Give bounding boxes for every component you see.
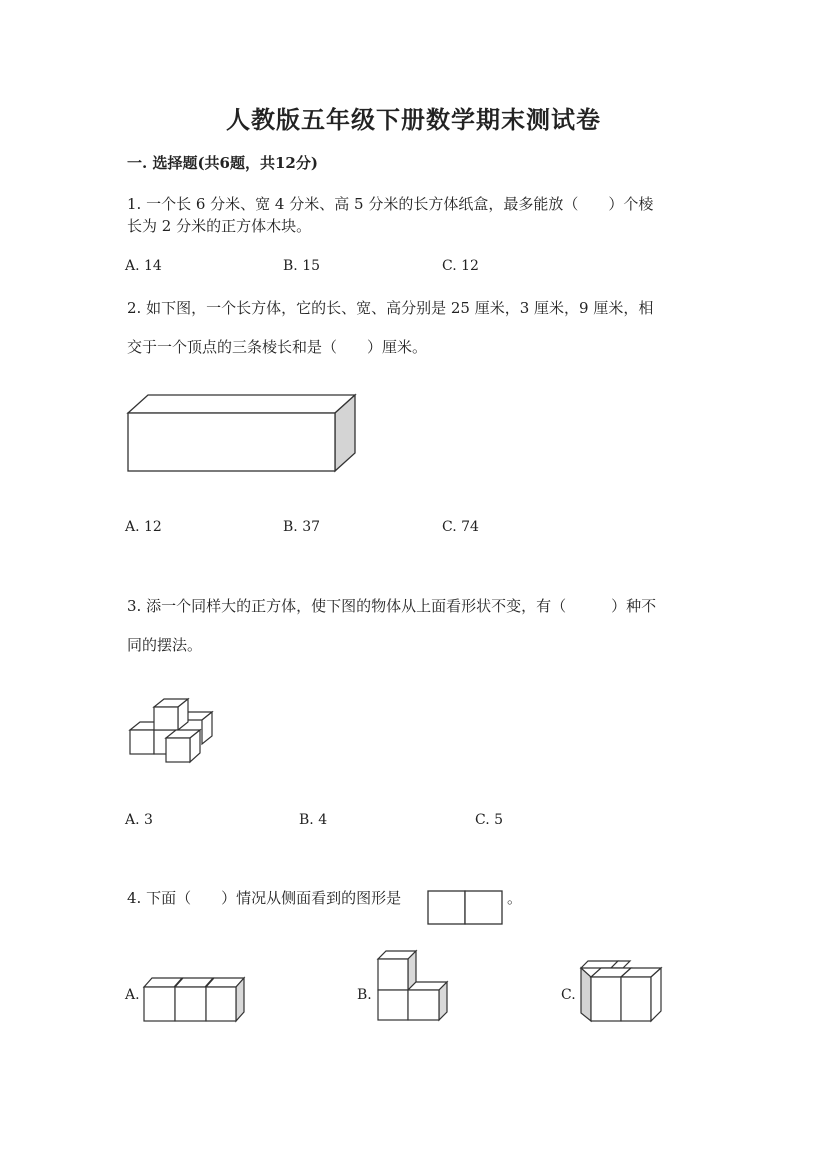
question-4-option-c[interactable]: C. [561,987,576,1003]
question-1-line-2: 长为 2 分米的正方体木块。 [127,217,312,235]
option-b-cubes-figure [376,948,454,1024]
question-1-option-a[interactable]: A. 14 [125,258,162,274]
option-c-cubes-figure [578,959,666,1025]
question-2-option-a[interactable]: A. 12 [125,519,162,535]
question-2-option-c[interactable]: C. 74 [442,519,479,535]
question-3-line-1: 3. 添一个同样大的正方体，使下图的物体从上面看形状不变，有（ ）种不 [127,597,657,615]
question-2-option-b[interactable]: B. 37 [283,519,321,535]
question-3-option-c[interactable]: C. 5 [475,812,504,828]
option-a-cubes-figure [142,975,250,1025]
cuboid-figure [126,393,358,475]
question-3-option-b[interactable]: B. 4 [299,812,328,828]
question-4-line-1: 4. 下面（ ）情况从侧面看到的图形是 [127,889,402,907]
question-3-option-a[interactable]: A. 3 [125,812,153,828]
section-heading: 一. 选择题(共6题，共12分) [127,154,318,172]
side-view-target-figure [427,890,505,926]
question-4-option-b[interactable]: B. [357,987,372,1003]
cube-stack-figure [128,693,218,765]
question-1-option-b[interactable]: B. 15 [283,258,321,274]
question-1-line-1: 1. 一个长 6 分米、宽 4 分米、高 5 分米的长方体纸盒，最多能放（ ）个棱 [127,195,654,213]
question-2-line-2: 交于一个顶点的三条棱长和是（ ）厘米。 [127,338,428,356]
question-2-line-1: 2. 如下图，一个长方体，它的长、宽、高分别是 25 厘米，3 厘米，9 厘米，相 [127,299,654,317]
page-title: 人教版五年级下册数学期末测试卷 [226,105,601,134]
question-4-line-1-end: 。 [507,889,523,907]
question-1-option-c[interactable]: C. 12 [442,258,479,274]
question-4-option-a[interactable]: A. [125,987,140,1003]
question-3-line-2: 同的摆法。 [127,636,203,654]
